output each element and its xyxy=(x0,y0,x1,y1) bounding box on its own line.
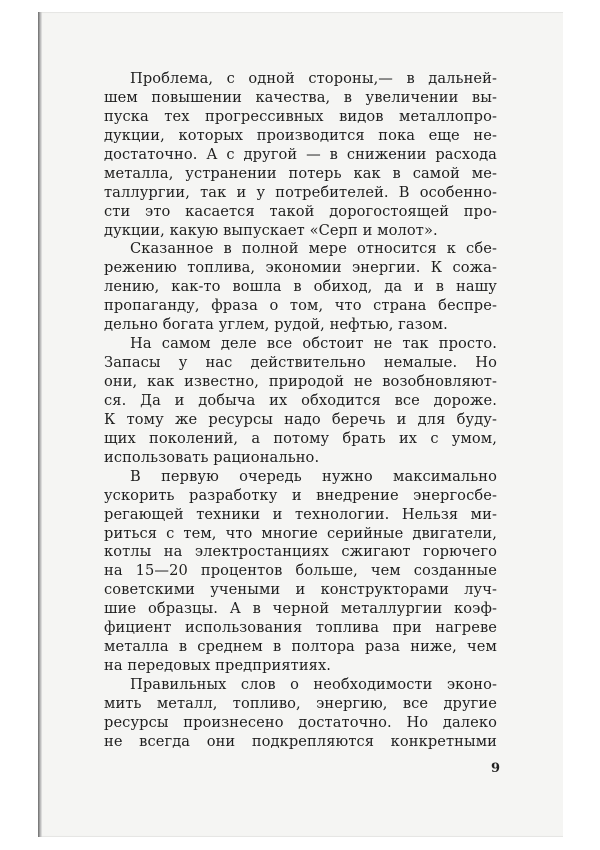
text-line: щих поколений, а потому брать их с умом, xyxy=(104,429,497,447)
text-line: Проблема, с одной стороны,— в дальней- xyxy=(130,70,497,87)
text-line: регающей техники и технологии. Нельзя ми- xyxy=(104,505,497,523)
text-line: советскими учеными и конструкторами луч- xyxy=(104,581,497,599)
text-line: достаточно. А с другой — в снижении расхода xyxy=(104,145,497,163)
text-line: пуска тех прогрессивных видов металлопро- xyxy=(104,107,497,125)
text-line: они, как известно, природой не возобновляют- xyxy=(104,373,497,390)
text-line: В первую очередь нужно максимально xyxy=(130,467,497,485)
text-line: мить металл, топливо, энергию, все другие xyxy=(104,694,497,712)
body-text xyxy=(104,70,497,752)
text-line: не всегда они подкрепляются конкретными xyxy=(104,732,497,750)
book-page xyxy=(38,12,563,837)
text-line: ресурсы произнесено достаточно. Но далеко xyxy=(104,713,497,731)
paragraph xyxy=(104,70,497,240)
text-line: металла в среднем в полтора раза ниже, чем xyxy=(104,638,497,656)
text-line: ся. Да и добыча их обходится все дороже. xyxy=(104,391,497,409)
text-line: дукции, которых производится пока еще не- xyxy=(104,126,497,144)
paragraph xyxy=(104,335,497,468)
text-line: на передовых предприятиях. xyxy=(104,657,332,675)
text-line: На самом деле все обстоит не так просто. xyxy=(130,335,497,353)
text-line: Запасы у нас действительно немалые. Но xyxy=(104,354,497,372)
text-line: К тому же ресурсы надо беречь и для буду- xyxy=(104,410,497,428)
text-line: ускорить разработку и внедрение энергосбе- xyxy=(104,486,497,504)
text-line: шие образцы. А в черной металлургии коэф- xyxy=(104,600,497,618)
text-line: на 15—20 процентов больше, чем созданные xyxy=(104,562,497,580)
text-line: металла, устранении потерь как в самой ме- xyxy=(104,164,497,182)
text-line: шем повышении качества, в увеличении вы- xyxy=(104,88,497,106)
text-line: лению, как-то вошла в обиход, да и в нашу xyxy=(104,278,497,296)
text-line: сти это касается такой дорогостоящей про- xyxy=(104,202,497,220)
text-line: риться с тем, что многие серийные двигатели, xyxy=(104,524,497,542)
paragraph xyxy=(104,468,497,676)
text-line: режению топлива, экономии энергии. К сожа- xyxy=(104,259,497,277)
text-line: дукции, какую выпускает «Серп и молот». xyxy=(104,221,438,239)
text-line: Сказанное в полной мере относится к сбе- xyxy=(130,240,497,258)
paragraph xyxy=(104,676,497,752)
text-line: фициент использования топлива при нагреве xyxy=(104,619,497,637)
text-line: котлы на электростанциях сжигают горючего xyxy=(104,543,497,561)
page-number: 9 xyxy=(491,761,501,776)
text-line: использовать рационально. xyxy=(104,448,320,466)
text-line: Правильных слов о необходимости эконо- xyxy=(130,676,497,693)
text-line: дельно богата углем, рудой, нефтью, газом. xyxy=(104,316,448,334)
text-line: таллургии, так и у потребителей. В особенно- xyxy=(104,183,497,201)
paragraph xyxy=(104,240,497,335)
text-line: пропаганду, фраза о том, что страна беспре- xyxy=(104,297,497,315)
